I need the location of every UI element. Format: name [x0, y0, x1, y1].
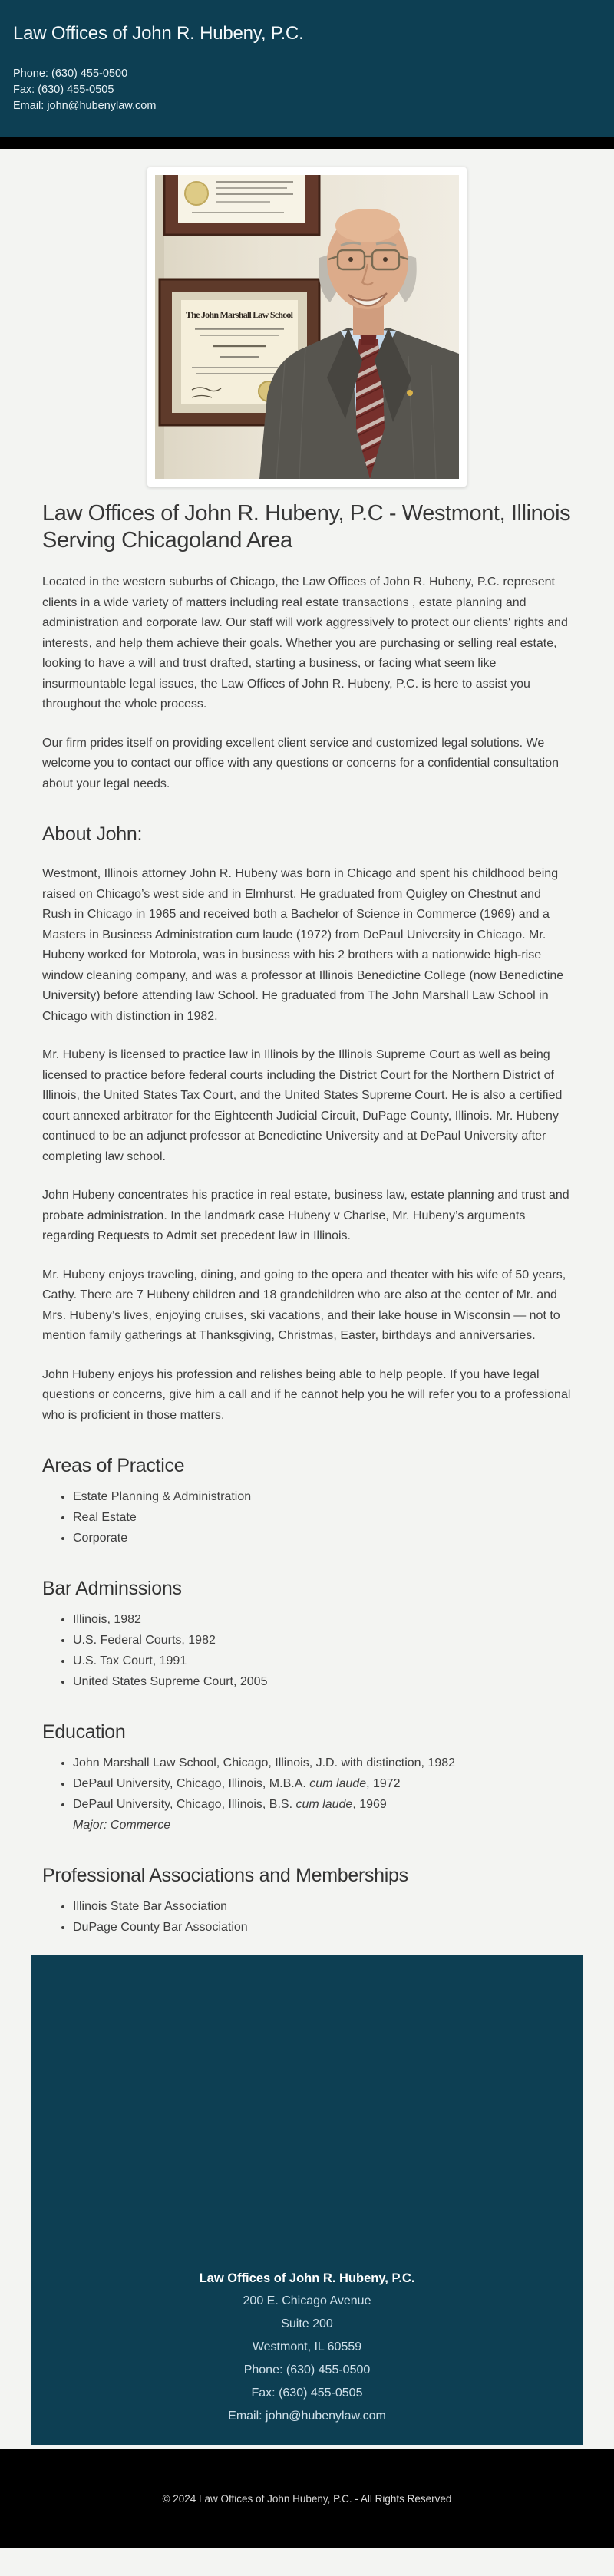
list-item — [73, 1794, 572, 1836]
bar-admissions-list — [42, 1609, 572, 1692]
diploma-frame-top — [164, 175, 319, 235]
about-paragraph-2: Mr. Hubeny is licensed to practice law in Illinois by the Illinois Supreme Court as well as being licensed to practice before federal courts including the District Court for the Northern District of Illinois, the United States Tax Court, and the United States Supreme Court. He is also a certified court annexed arbitrator for the Eighteenth Judicial Circuit, DuPage County, Illinois. Mr. Hubeny continued to be an adjunct professor at Benedictine University and at DePaul University after completing law school. — [42, 1048, 563, 1163]
intro-paragraph-1: Located in the western suburbs of Chicago, the Law Offices of John R. Hubeny, P.C. represent clients in a wide variety of matters including real estate transactions , estate planning and administration and corporate law. Our staff will work aggressively to protect our clients' rights and interests, and help them achieve their goals. Whether you are purchasing or selling real estate, looking to have a will and trust drafted, starting a business, or facing what seem like insurmountable legal issues, the Law Offices of John R. Hubeny, P.C. is here to assist you throughout the whole process. — [42, 576, 568, 711]
section-heading-areas-of-practice: Areas of Practice — [42, 1455, 185, 1476]
list-item: • Corporate — [73, 1528, 572, 1549]
education-year: , 1969 — [352, 1798, 387, 1811]
education-list — [42, 1753, 572, 1836]
about-paragraph-4: Mr. Hubeny enjoys traveling, dining, and going to the opera and theater with his wife of 50 years, Cathy. There are 7 Hubeny children and 18 grandchildren who are also at the center of Mr. and Mrs. Hubeny’s lives, enjoying cruises, ski vacations, and their lake house in Wisconsin — not to mention family gatherings at Thanksgiving, Christmas, Easter, birthdays and anniversaries. — [42, 1268, 566, 1342]
lapel-pin — [407, 390, 413, 396]
photo-section — [0, 149, 614, 487]
list-item — [73, 1773, 572, 1794]
about-paragraph-3: John Hubeny concentrates his practice in real estate, business law, estate planning and trust and probate administration. In the landmark case Hubeny v Charise, Mr. Hubeny’s arguments regarding Requests to Admit set precedent law in Illinois. — [42, 1189, 569, 1242]
page-title — [42, 500, 572, 554]
list-item: • Real Estate — [73, 1507, 572, 1528]
about-paragraph-5: John Hubeny enjoys his profession and relishes being able to help people. If you have legal questions or concerns, give him a call and if he cannot help you he will refer you to a professional who is proficient in those matters. — [42, 1367, 571, 1422]
header-phone: Phone: (630) 455-0500 — [13, 68, 128, 80]
education-honors: cum laude — [295, 1798, 353, 1811]
attorney-photo — [147, 167, 467, 487]
copyright-text: © 2024 Law Offices of John Hubeny, P.C. - All Rights Reserved — [162, 2493, 452, 2505]
footer-address-line3: Westmont, IL 60559 — [252, 2340, 362, 2353]
footer-contact-box — [31, 1955, 583, 2445]
list-item: • United States Supreme Court, 2005 — [73, 1671, 572, 1692]
education-honors: cum laude — [309, 1777, 367, 1790]
section-heading-bar-admissions: Bar Adminssions — [42, 1578, 182, 1599]
footer-address-line2: Suite 200 — [281, 2317, 333, 2330]
education-major-note: Major: Commerce — [73, 1819, 171, 1832]
attorney-photo-illustration — [155, 175, 459, 479]
list-item: • Illinois State Bar Association — [73, 1896, 572, 1917]
section-heading-education: Education — [42, 1721, 126, 1743]
associations-list — [42, 1896, 572, 1938]
list-item: • U.S. Federal Courts, 1982 — [73, 1630, 572, 1651]
header-email[interactable]: Email: john@hubenylaw.com — [13, 100, 157, 112]
main-content — [31, 500, 583, 1938]
footer-phone: Phone: (630) 455-0500 — [243, 2363, 371, 2376]
header-divider-bar — [0, 137, 614, 149]
education-text: DePaul University, Chicago, Illinois, B.S. — [73, 1798, 296, 1811]
site-header — [0, 0, 614, 137]
page-title-line2: Serving Chicagoland Area — [42, 528, 292, 552]
list-item: • Illinois, 1982 — [73, 1609, 572, 1630]
copyright-bar — [0, 2449, 614, 2548]
list-item: • U.S. Tax Court, 1991 — [73, 1651, 572, 1671]
list-item: • Estate Planning & Administration — [73, 1486, 572, 1507]
education-text: John Marshall Law School, Chicago, Illinois, J.D. with distinction, 1982 — [73, 1756, 456, 1770]
footer-fax: Fax: (630) 455-0505 — [251, 2386, 363, 2400]
intro-paragraph-2: Our firm prides itself on providing excellent client service and customized legal solutions. We welcome you to contact our office with any questions or concerns for a confidential consultation about your legal needs. — [42, 736, 559, 790]
about-paragraph-1: Westmont, Illinois attorney John R. Hubeny was born in Chicago and spent his childhood being raised on Chicago’s west side and in Elmhurst. He graduated from Quigley on Chestnut and Rush in Chicago in 1965 and received both a Bachelor of Science in Commerce (1969) and a Masters in Business Administration cum laude (1972) from DePaul University in Chicago. Mr. Hubeny worked for Motorola, was in business with his 2 brothers with a nationwide high-rise window cleaning company, and was a professor at Illinois Benedictine College (now Benedictine University) before attending law School. He graduated from The John Marshall Law School in Chicago with distinction in 1982. — [42, 867, 564, 1023]
site-title: Law Offices of John R. Hubeny, P.C. — [13, 23, 304, 44]
footer-email[interactable]: Email: john@hubenylaw.com — [228, 2409, 386, 2423]
section-heading-about: About John: — [42, 823, 143, 845]
areas-of-practice-list — [42, 1486, 572, 1549]
footer-address-line1: 200 E. Chicago Avenue — [243, 2294, 371, 2307]
list-item — [73, 1753, 572, 1773]
header-fax: Fax: (630) 455-0505 — [13, 84, 114, 96]
education-year: , 1972 — [366, 1777, 401, 1790]
list-item: • DuPage County Bar Association — [73, 1917, 572, 1938]
section-heading-associations: Professional Associations and Memberships — [42, 1865, 408, 1886]
footer-firm-name: Law Offices of John R. Hubeny, P.C. — [199, 2271, 415, 2285]
education-text: DePaul University, Chicago, Illinois, M.B.A. — [73, 1777, 310, 1790]
diploma-title-text: The John Marshall Law School — [186, 309, 293, 320]
page-title-line1: Law Offices of John R. Hubeny, P.C - Westmont, Illinois — [42, 501, 571, 526]
header-contact-block — [13, 66, 599, 114]
